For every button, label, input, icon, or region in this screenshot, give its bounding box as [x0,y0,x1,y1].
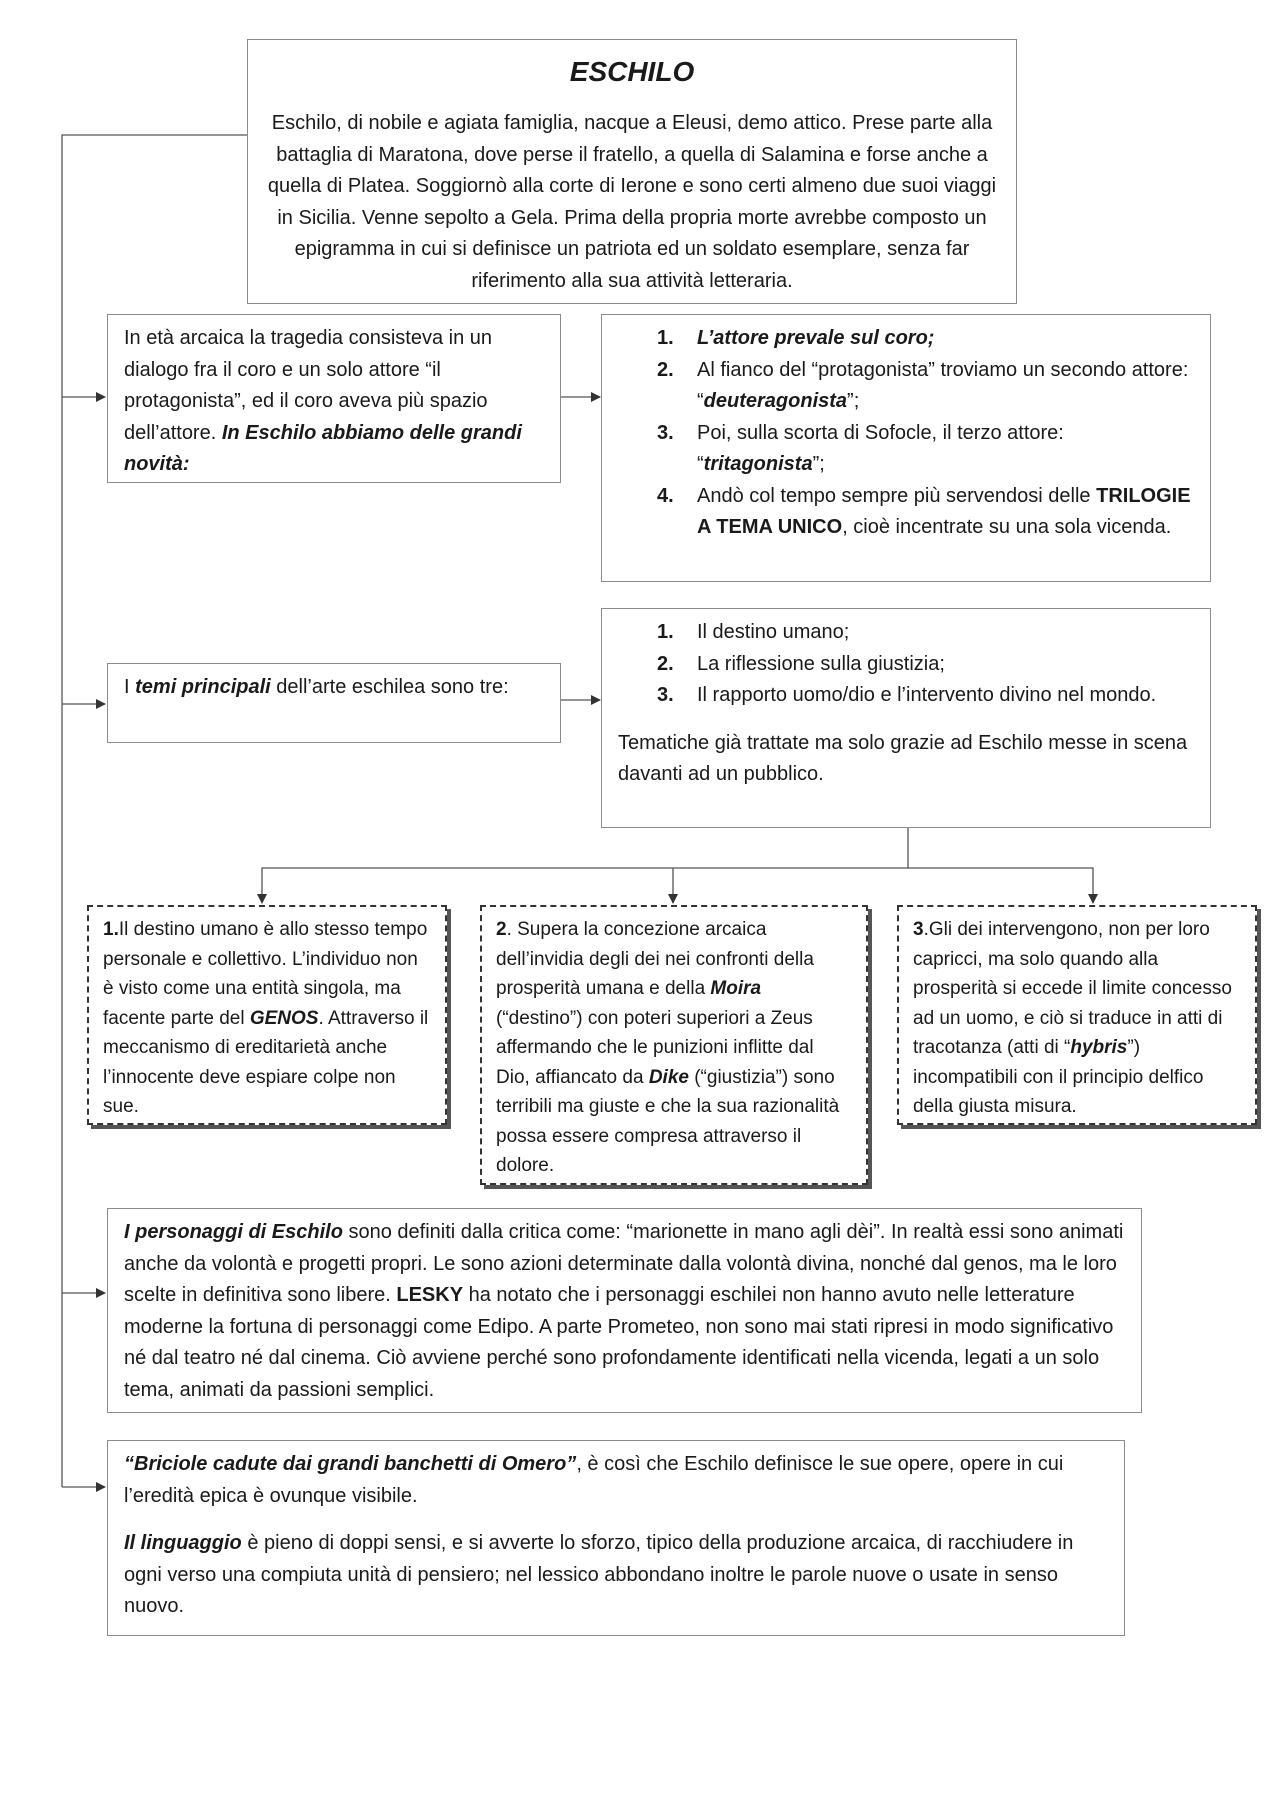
page-title: ESCHILO [569,56,695,87]
novelties-list [602,323,1194,544]
list-item: 1. L’attore prevale sul coro; [657,327,935,349]
novelties-box [601,314,1211,582]
tragedy-intro-text: In età arcaica la tragedia consisteva in un dialogo fra il coro e un solo attore “il protagonista”, ed il coro aveva più spazio dell’attore. [124,327,492,444]
list-item: 4. Andò col tempo sempre più servendosi delle TRILOGIE A TEMA UNICO, cioè incentrate su una sola vicenda. [657,484,1191,538]
detail-box-1: 1.Il destino umano è allo stesso tempo personale e collettivo. L’individuo non è visto come una entità singola, ma facente parte del GENOS. Attraverso il meccanismo di ereditarietà anche l’innocente deve espiare colpe non sue. [87,905,447,1125]
detail-box-3: 3.Gli dei intervengono, non per loro capricci, ma solo quando alla prosperità si eccede il limite concesso ad un uomo, e ciò si traduce in atti di tracotanza (atti di “hybris”) incompatibili con il principio delfico della giusta misura. [897,905,1257,1125]
themes-bold: temi principali [135,676,271,698]
list-item: 3. Il rapporto uomo/dio e l’intervento divino nel mondo. [657,684,1157,706]
branch-to-detail-3 [908,868,1093,903]
themes-box [601,608,1211,828]
header-box [247,39,1017,304]
tragedy-intro-box [107,314,561,483]
themes-intro-box: I temi principali dell’arte eschilea sono tre: [107,663,561,743]
themes-note: Tematiche già trattate ma solo grazie ad Eschilo messe in scena davanti ad un pubblico. [618,731,1188,785]
tragedy-intro-bold: In Eschilo abbiamo delle grandi novità: [124,421,522,475]
bio-text: Eschilo, di nobile e agiata famiglia, nacque a Eleusi, demo attico. Prese parte alla battaglia di Maratona, dove perse il fratello, a quella di Salamina e forse anche a quella di Platea. Soggiornò alla corte di Ierone e sono certi almeno due suoi viaggi in Sicilia. Venne sepolto a Gela. Prima della propria morte avrebbe composto un epigramma in cui si definisce un patriota ed un soldato esemplare, senza far riferimento alla sua attività letteraria. [267,112,997,292]
characters-lead: I personaggi di Eschilo [124,1221,343,1243]
language-lead: Il linguaggio [124,1532,242,1554]
list-item: 3. Poi, sulla scorta di Sofocle, il terzo attore: “tritagonista”; [657,421,1064,475]
detail-box-2: 2. Supera la concezione arcaica dell’invidia degli dei nei confronti della prosperità umana e della Moira (“destino”) con poteri superiori a Zeus affermando che le punizioni inflitte dal Dio, affiancato da Dike (“giustizia”) sono terribili ma giuste e che la sua razionalità possa essere compresa attraverso il dolore. [480,905,868,1185]
language-quote: “Briciole cadute dai grandi banchetti di Omero” [124,1453,577,1475]
list-item: 2. Al fianco del “protagonista” troviamo un secondo attore: “deuteragonista”; [657,358,1189,412]
branch-line [262,828,908,903]
characters-box: I personaggi di Eschilo sono definiti dalla critica come: “marionette in mano agli dèi”. In realtà essi sono animati anche da volontà e progetti propri. Le sono azioni determinate dalla volontà divina, nonché dal genos, ma le loro scelte in definitiva sono libere. LESKY ha notato che i personaggi eschilei non hanno avuto nelle letterature moderne la fortuna di personaggi come Edipo. A parte Prometeo, non sono mai stati ripresi in modo significativo né dal teatro né dal cinema. Ciò avviene perché sono profondamente identificati nella vicenda, legati a un solo tema, animati da passioni semplici. [107,1208,1142,1413]
list-item: 2. La riflessione sulla giustizia; [657,652,945,675]
themes-list [602,617,1194,712]
list-item: 1. Il destino umano; [657,621,850,643]
language-box: “Briciole cadute dai grandi banchetti di Omero”, è così che Eschilo definisce le sue opere, opere in cui l’eredità epica è ovunque visibile. Il linguaggio è pieno di doppi sensi, e si avverte lo sforzo, tipico della produzione arcaica, di racchiudere in ogni verso una compiuta unità di pensiero; nel lessico abbondano inoltre le parole nuove o usate in senso nuovo. [107,1440,1125,1636]
